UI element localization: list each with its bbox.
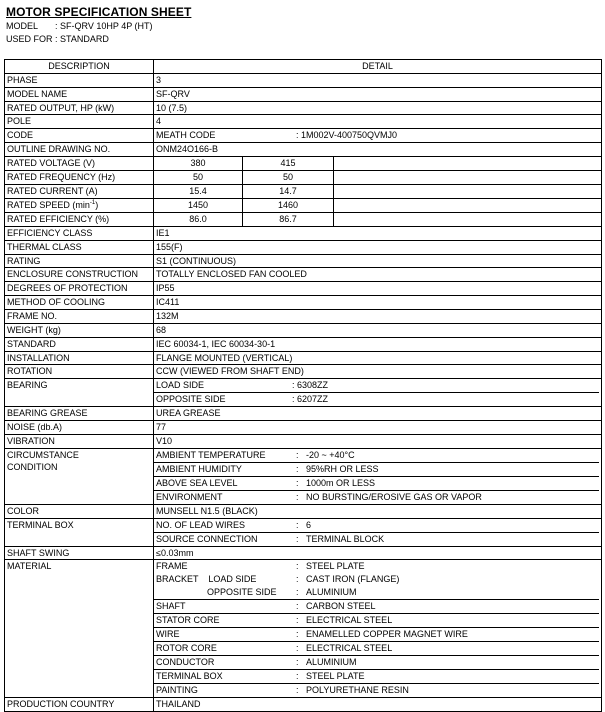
row-label: FRAME NO. [5,309,154,323]
table-row [5,351,602,365]
value-col-1: 1450 [154,199,243,212]
bearing-load-value: : 6308ZZ [292,380,329,391]
col-detail: DETAIL [154,60,602,74]
code-sub-label: MEATH CODE [156,130,216,141]
speed-label: RATED SPEED (min [7,199,90,210]
row-value: MUNSELL N1.5 (BLACK) [154,504,602,518]
bearing-opposite [154,392,599,406]
value-col-2: 86.7 [243,213,334,226]
row-label: ENCLOSURE CONSTRUCTION [5,268,154,282]
row-label: BEARING GREASE [5,407,154,421]
sub-key: ROTOR CORE [156,643,217,654]
sub-row: TERMINAL BOX : STEEL PLATE [154,669,599,683]
row-value: 10 (7.5) [154,101,602,115]
row-label: EFFICIENCY CLASS [5,226,154,240]
sub-row: AMBIENT HUMIDITY : 95%RH OR LESS [154,462,599,476]
row-value: V10 [154,434,602,448]
table-row [5,323,602,337]
table-row [5,546,602,560]
sub-row: BRACKET LOAD SIDE : CAST IRON (FLANGE) [156,574,400,585]
table-row [5,282,602,296]
row-value [154,129,602,143]
row-label: ROTATION [5,365,154,379]
table-row [5,115,602,129]
row-value [154,184,602,198]
sub-value: ELECTRICAL STEEL [306,615,393,626]
condition-label: CONDITION [7,461,58,472]
row-label: MODEL NAME [5,87,154,101]
col-description: DESCRIPTION [5,60,154,74]
row-value [154,212,602,226]
table-row [5,560,602,698]
table-row [5,212,602,226]
table-row [5,226,602,240]
table-row [5,296,602,310]
row-label: WEIGHT (kg) [5,323,154,337]
value-col-1: 380 [154,157,243,170]
sub-key: WIRE [156,629,180,640]
row-value: CCW (VIEWED FROM SHAFT END) [154,365,602,379]
table-row [5,87,602,101]
row-value: SF-QRV [154,87,602,101]
row-value: IP55 [154,282,602,296]
sub-key: CONDUCTOR [156,657,215,668]
sub-key: NO. OF LEAD WIRES [156,519,246,530]
sub-value: POLYURETHANE RESIN [306,685,409,696]
used-for-key: USED FOR [6,34,53,44]
row-label: RATED CURRENT (A) [5,184,154,198]
sub-value: ALUMINIUM [306,657,357,668]
model-value: : SF-QRV 10HP 4P (HT) [55,21,153,31]
row-value [154,170,602,184]
sub-row: SHAFT : CARBON STEEL [154,599,599,613]
sub-value: STEEL PLATE [306,671,365,682]
row-value: 77 [154,421,602,435]
speed-label-end: ) [95,199,99,210]
value-col-1: 86.0 [154,213,243,226]
sub-value: CAST IRON (FLANGE) [306,574,400,585]
sub-value: TERMINAL BLOCK [306,533,385,544]
sub-key: PAINTING [156,685,198,696]
row-value [154,156,602,170]
row-value: IE1 [154,226,602,240]
row-value: 68 [154,323,602,337]
row-label: INSTALLATION [5,351,154,365]
row-label [5,198,154,212]
table-row [5,504,602,518]
table-row [5,434,602,448]
row-value [154,518,602,546]
bearing-opp-label: OPPOSITE SIDE [156,394,226,405]
row-value: 132M [154,309,602,323]
row-label: PHASE [5,73,154,87]
sub-row: AMBIENT TEMPERATURE : -20 ~ +40°C [156,449,355,460]
table-row [5,170,602,184]
table-row [5,698,602,712]
circumstance-label: CIRCUMSTANCE [7,449,79,460]
row-value: IC411 [154,296,602,310]
table-row [5,407,602,421]
table-row [5,156,602,170]
table-row [5,101,602,115]
sub-row: ABOVE SEA LEVEL : 1000m OR LESS [154,476,599,490]
value-col-2: 50 [243,171,334,184]
row-label: SHAFT SWING [5,546,154,560]
row-value: S1 (CONTINUOUS) [154,254,602,268]
value-col-2: 1460 [243,199,334,212]
sub-value: 6 [306,519,312,530]
row-value: TOTALLY ENCLOSED FAN COOLED [154,268,602,282]
row-label: CODE [5,129,154,143]
sub-key: SHAFT [156,601,186,612]
row-label: THERMAL CLASS [5,240,154,254]
row-label: RATED OUTPUT, HP (kW) [5,101,154,115]
sub-value: ALUMINIUM [306,587,357,598]
table-row [5,448,602,504]
row-label: NOISE (db.A) [5,421,154,435]
row-label [5,448,154,504]
row-value: 155(F) [154,240,602,254]
model-line [6,21,153,31]
sub-value: -20 ~ +40°C [306,449,355,460]
table-row [5,421,602,435]
row-value [154,379,602,407]
bearing-opp-value: : 6207ZZ [292,394,329,405]
row-label: BEARING [5,379,154,407]
row-label: MATERIAL [5,560,154,698]
row-value: FLANGE MOUNTED (VERTICAL) [154,351,602,365]
code-value: : 1M002V-400750QVMJ0 [296,130,398,141]
row-label: DEGREES OF PROTECTION [5,282,154,296]
table-row [5,365,602,379]
row-label: OUTLINE DRAWING NO. [5,143,154,157]
sub-row: PAINTING : POLYURETHANE RESIN [154,683,599,697]
sub-value: ENAMELLED COPPER MAGNET WIRE [306,629,468,640]
sub-key: SOURCE CONNECTION [156,533,258,544]
table-row [5,129,602,143]
sub-key: OPPOSITE SIDE [207,587,277,598]
value-col-2: 14.7 [243,185,334,198]
sub-value: NO BURSTING/EROSIVE GAS OR VAPOR [306,491,482,502]
row-label: VIBRATION [5,434,154,448]
sub-key: FRAME [156,561,188,572]
row-label: STANDARD [5,337,154,351]
row-label: TERMINAL BOX [5,518,154,546]
sub-value: 95%RH OR LESS [306,463,379,474]
row-value: 4 [154,115,602,129]
sub-row: FRAME : STEEL PLATE [156,561,365,572]
sub-row: ENVIRONMENT : NO BURSTING/EROSIVE GAS OR VAPOR [154,490,599,504]
sub-row: OPPOSITE SIDE : ALUMINIUM [156,586,599,599]
row-value [154,560,602,698]
table-row [5,379,602,407]
speed-label-sup: -1 [89,199,96,206]
sub-value: 1000m OR LESS [306,477,376,488]
table-row [5,184,602,198]
sub-key: ABOVE SEA LEVEL [156,477,238,488]
sub-row: WIRE : ENAMELLED COPPER MAGNET WIRE [154,627,599,641]
table-row [5,240,602,254]
model-key: MODEL [6,21,39,31]
row-label: RATED EFFICIENCY (%) [5,212,154,226]
used-for-value: : STANDARD [55,34,109,44]
row-value: IEC 60034-1, IEC 60034-30-1 [154,337,602,351]
row-value: UREA GREASE [154,407,602,421]
value-col-1: 50 [154,171,243,184]
sub-key: BRACKET LOAD SIDE [156,574,257,585]
row-value: THAILAND [154,698,602,712]
row-label: RATED VOLTAGE (V) [5,156,154,170]
table-row [5,518,602,546]
page-title: MOTOR SPECIFICATION SHEET [6,5,192,19]
row-label: RATING [5,254,154,268]
row-value: ≤0.03mm [154,546,602,560]
table-row [5,337,602,351]
table-header-row [5,60,602,74]
bearing-load [156,379,599,392]
sub-value: CARBON STEEL [306,601,376,612]
row-label: RATED FREQUENCY (Hz) [5,170,154,184]
sub-row: ROTOR CORE : ELECTRICAL STEEL [154,641,599,655]
row-label: METHOD OF COOLING [5,296,154,310]
value-col-2: 415 [243,157,334,170]
row-value [154,198,602,212]
sub-row: CONDUCTOR : ALUMINIUM [154,655,599,669]
sub-key: AMBIENT TEMPERATURE [156,449,266,460]
sub-key: TERMINAL BOX [156,671,223,682]
bearing-load-label: LOAD SIDE [156,380,205,391]
sub-row: SOURCE CONNECTION : TERMINAL BLOCK [154,532,599,546]
table-row [5,254,602,268]
sub-key: STATOR CORE [156,615,220,626]
row-value: ONM24O166-B [154,143,602,157]
spec-table [4,59,602,712]
sub-key: AMBIENT HUMIDITY [156,463,242,474]
sub-value: STEEL PLATE [306,561,365,572]
table-row [5,309,602,323]
table-row [5,73,602,87]
row-label: PRODUCTION COUNTRY [5,698,154,712]
value-col-1: 15.4 [154,185,243,198]
sub-key: ENVIRONMENT [156,491,223,502]
row-value: 3 [154,73,602,87]
sub-row: STATOR CORE : ELECTRICAL STEEL [154,613,599,627]
table-row [5,198,602,212]
sub-row: NO. OF LEAD WIRES : 6 [156,519,312,530]
table-row [5,143,602,157]
table-row [5,268,602,282]
row-value [154,448,602,504]
sub-value: ELECTRICAL STEEL [306,643,393,654]
used-for-line [6,34,109,44]
row-label: POLE [5,115,154,129]
row-label: COLOR [5,504,154,518]
